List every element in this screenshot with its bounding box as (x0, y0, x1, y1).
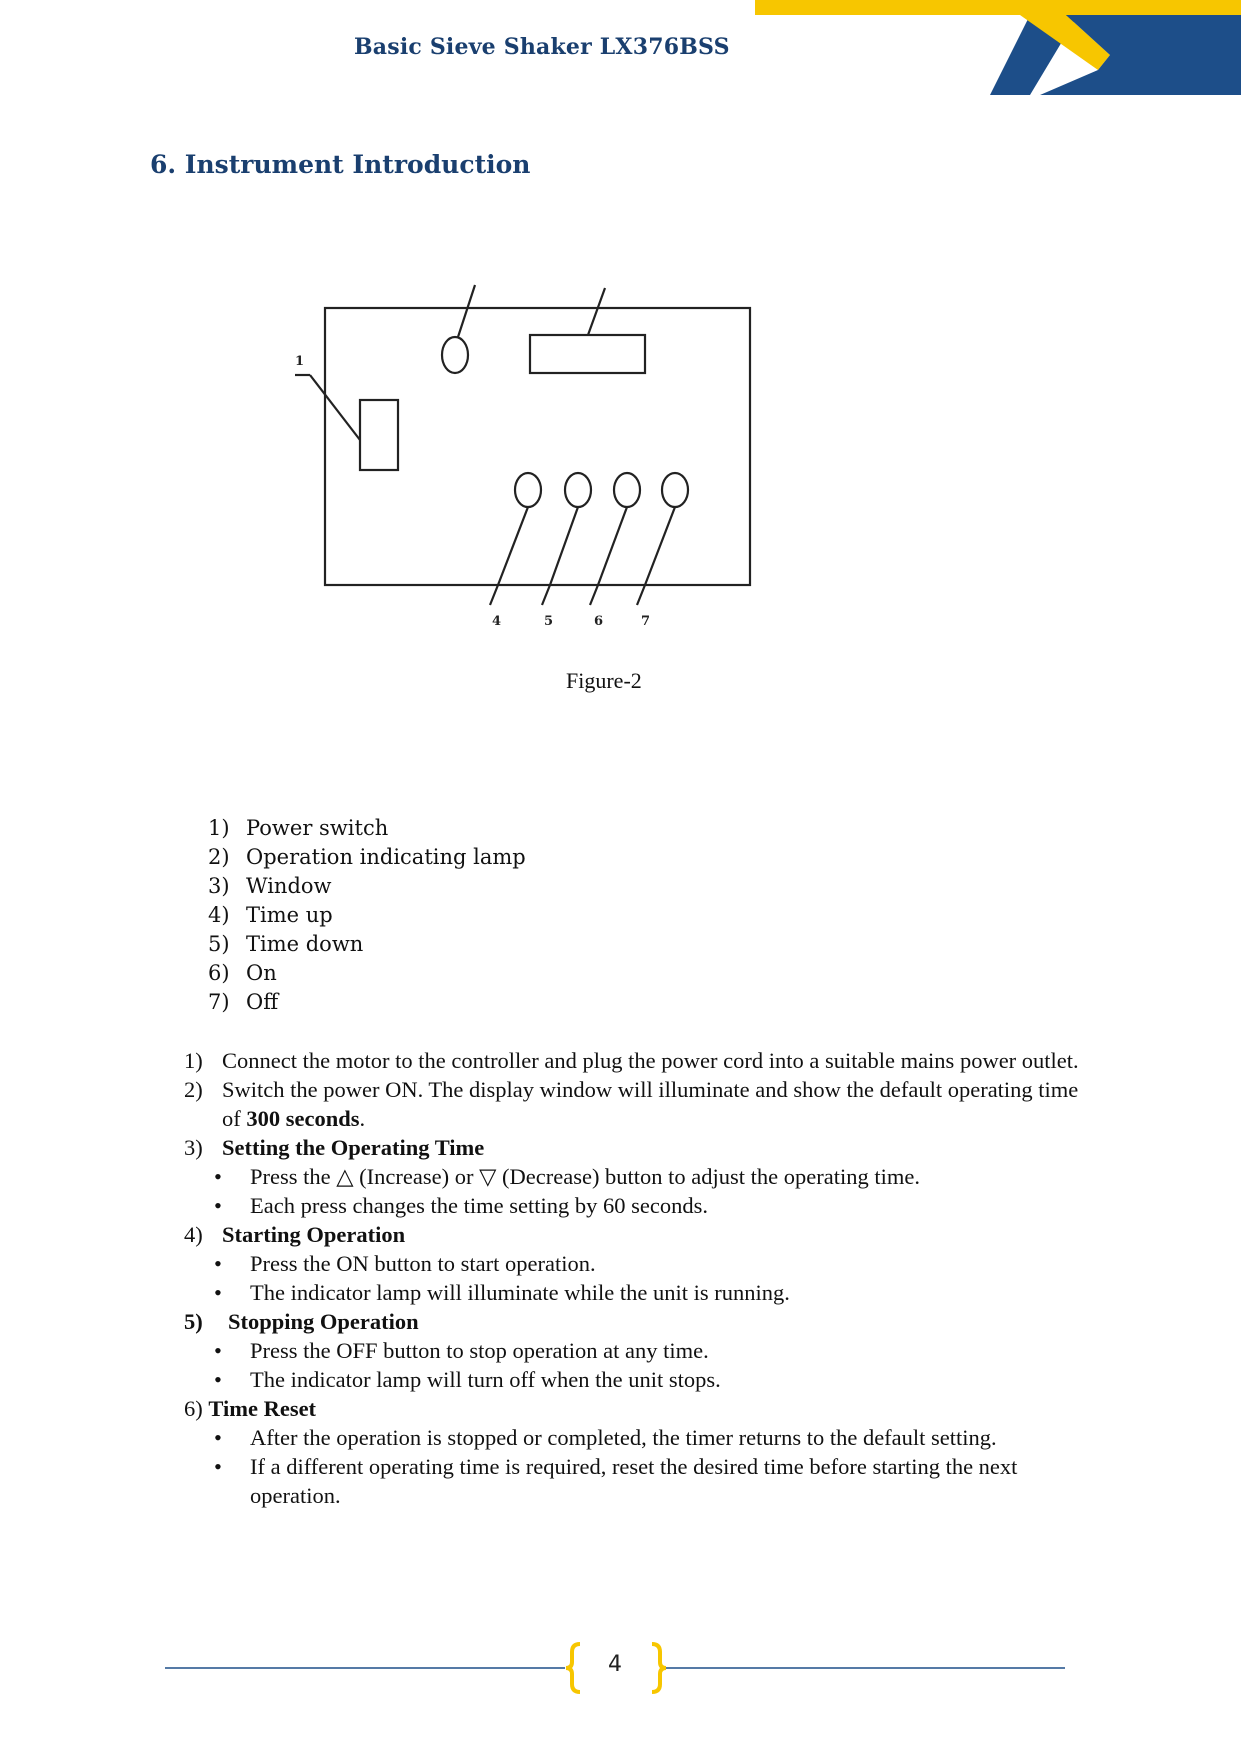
step-3: 3) Setting the Operating Time (184, 1135, 485, 1160)
callout-4: 4 (492, 614, 502, 629)
page-number: 4 (608, 1652, 622, 1677)
step-2: 2) Switch the power ON. The display window will illuminate and show the default operating time of 300 seconds. (184, 1077, 1079, 1131)
list-item: 6) On (208, 961, 277, 985)
step-4: 4) Starting Operation (184, 1222, 406, 1247)
callout-5: 5 (544, 614, 554, 629)
left-bracket-icon (566, 1644, 580, 1692)
button-off (662, 473, 688, 507)
list-item: 4) Time up (208, 903, 333, 927)
list-item: 5) Time down (208, 932, 364, 956)
list-item: • The indicator lamp will turn off when the unit stops. (214, 1367, 721, 1392)
figure-caption: Figure-2 (566, 668, 642, 693)
step-6: 6) Time Reset (184, 1396, 317, 1421)
list-item: 3) Window (208, 874, 332, 898)
list-item: • Press the ON button to start operation. (214, 1251, 596, 1276)
list-item: • Each press changes the time setting by 60 seconds. (214, 1193, 709, 1218)
step-1: 1) Connect the motor to the controller and plug the power cord into a suitable mains power outlet. (184, 1048, 1079, 1073)
parts-list (208, 814, 526, 1017)
callout-7: 7 (641, 614, 651, 629)
list-item: 1) Power switch (208, 816, 389, 840)
button-on (614, 473, 640, 507)
operating-steps (184, 1046, 1084, 1510)
callout-1: 1 (295, 354, 305, 369)
list-item: • Press the OFF button to stop operation at any time. (214, 1338, 709, 1363)
list-item: 7) Off (208, 990, 279, 1014)
button-time-up (515, 473, 541, 507)
document-header-title: Basic Sieve Shaker LX376BSS (354, 34, 730, 60)
panel-outline (325, 308, 750, 585)
list-item: • After the operation is stopped or completed, the timer returns to the default setting. (214, 1425, 997, 1450)
button-time-down (565, 473, 591, 507)
power-switch-rect (360, 400, 398, 470)
list-item: 2) Operation indicating lamp (208, 845, 526, 869)
callout-6: 6 (594, 614, 604, 629)
window-rect (530, 335, 645, 373)
instrument-panel-diagram (260, 280, 860, 650)
default-time-value: 300 seconds (246, 1106, 360, 1131)
list-item: • If a different operating time is required, reset the desired time before starting the next operation. (214, 1454, 1018, 1508)
section-title: 6. Instrument Introduction (150, 150, 531, 179)
lamp-circle (442, 337, 468, 373)
step-5: 5) Stopping Operation (184, 1309, 419, 1334)
list-item: • The indicator lamp will illuminate while the unit is running. (214, 1280, 790, 1305)
right-bracket-icon (652, 1644, 666, 1692)
list-item: • Press the △ (Increase) or ▽ (Decrease) button to adjust the operating time. (214, 1164, 921, 1189)
